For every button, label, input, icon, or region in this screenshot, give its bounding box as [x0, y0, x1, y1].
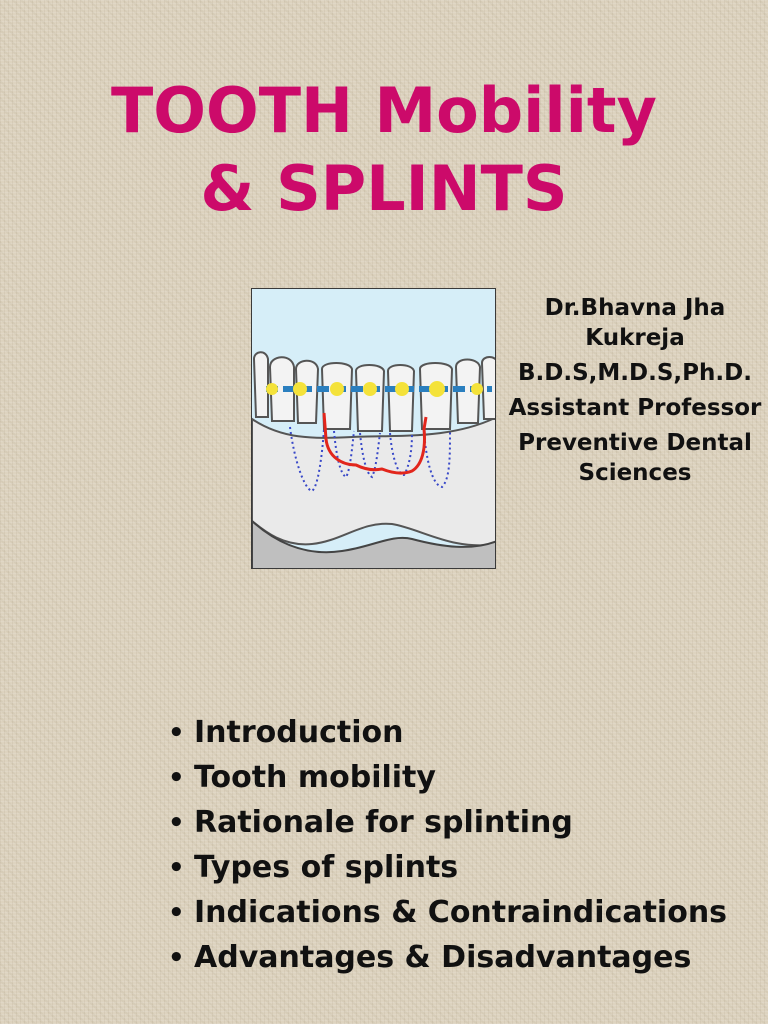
agenda-item-introduction — [168, 714, 728, 752]
tooth — [388, 365, 414, 431]
dental-splint-illustration — [251, 288, 496, 569]
bullet-icon: • — [168, 808, 185, 838]
agenda-item-label: Indications & Contraindications — [194, 895, 728, 930]
bonding-point — [363, 382, 377, 396]
agenda-item-label: Introduction — [194, 715, 404, 750]
bonding-point — [395, 382, 409, 396]
bullet-icon: • — [168, 718, 185, 748]
agenda-item-label: Rationale for splinting — [194, 805, 573, 840]
bonding-point — [471, 383, 483, 395]
agenda-item-tooth-mobility — [168, 759, 728, 797]
tooth — [356, 365, 384, 431]
bonding-point — [266, 383, 278, 395]
agenda-item-indications — [168, 894, 728, 932]
title-line-2: & SPLINTS — [200, 152, 568, 225]
dental-splint-icon — [252, 289, 496, 569]
agenda-item-advantages — [168, 939, 728, 977]
bullet-icon: • — [168, 943, 185, 973]
agenda-item-label: Types of splints — [194, 850, 459, 885]
agenda-item-label: Tooth mobility — [194, 760, 436, 795]
author-degrees: B.D.S,M.D.S,Ph.D. — [518, 360, 752, 386]
agenda-item-rationale — [168, 804, 728, 842]
tooth — [254, 352, 268, 417]
title-line-1: TOOTH Mobility — [111, 74, 657, 147]
bonding-point — [429, 381, 445, 397]
slide-title — [0, 72, 768, 228]
bonding-point — [293, 382, 307, 396]
agenda-item-types — [168, 849, 728, 887]
bullet-icon: • — [168, 763, 185, 793]
agenda-item-label: Advantages & Disadvantages — [194, 940, 692, 975]
author-position: Assistant Professor — [508, 395, 762, 421]
bullet-icon: • — [168, 853, 185, 883]
agenda-list — [168, 714, 728, 984]
bullet-icon: • — [168, 898, 185, 928]
author-name: Dr.Bhavna Jha Kukreja — [544, 295, 726, 351]
bonding-point — [330, 382, 344, 396]
author-department: Preventive Dental Sciences — [518, 430, 752, 486]
author-block — [502, 293, 768, 493]
